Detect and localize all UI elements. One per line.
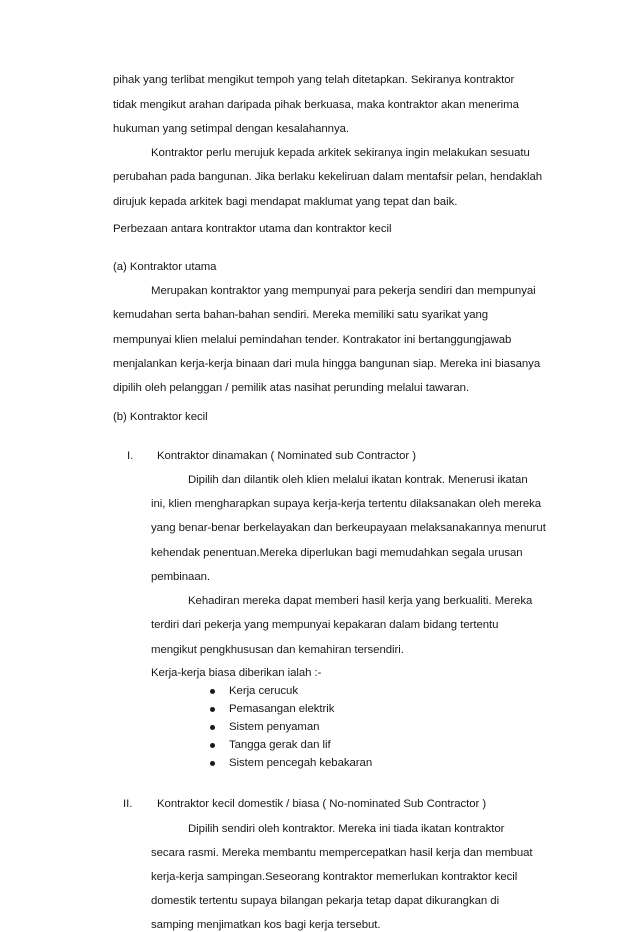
arkitek-line-1: Kontraktor perlu merujuk kepada arkitek sekiranya ingin melakukan sesuatu bbox=[151, 147, 530, 159]
intro-line-2: tidak mengikut arahan daripada pihak berkuasa, maka kontraktor akan menerima bbox=[113, 99, 519, 111]
bullet-icon bbox=[210, 743, 215, 748]
list-item: Sistem penyaman bbox=[229, 721, 320, 733]
utama-line-4: menjalankan kerja-kerja binaan dari mula hingga bangunan siap. Mereka ini biasanya bbox=[113, 358, 541, 370]
list-item: Tangga gerak dan lif bbox=[229, 739, 331, 751]
item1-para2-line-1: Kehadiran mereka dapat memberi hasil kerja yang berkualiti. Mereka bbox=[188, 595, 533, 607]
sub-a-heading: (a) Kontraktor utama bbox=[113, 261, 217, 273]
utama-line-1: Merupakan kontraktor yang mempunyai para pekerja sendiri dan mempunyai bbox=[151, 285, 536, 297]
item1-para1-line-3: yang benar-benar berkelayakan dan berkeupayaan melaksanakannya menurut bbox=[151, 522, 546, 534]
item2-para-line-1: Dipilih sendiri oleh kontraktor. Mereka ini tiada ikatan kontraktor bbox=[188, 823, 505, 835]
list-item: Pemasangan elektrik bbox=[229, 703, 335, 715]
intro-line-3: hukuman yang setimpal dengan kesalahannya. bbox=[113, 123, 350, 135]
bullet-icon bbox=[210, 707, 215, 712]
item1-para1-line-1: Dipilih dan dilantik oleh klien melalui ikatan kontrak. Menerusi ikatan bbox=[188, 474, 528, 486]
bullet-icon bbox=[210, 725, 215, 730]
item2-para-line-3: kerja-kerja sampingan.Seseorang kontraktor memerlukan kontraktor kecil bbox=[151, 871, 518, 883]
utama-line-2: kemudahan serta bahan-bahan sendiri. Mereka memiliki satu syarikat yang bbox=[113, 309, 489, 321]
arkitek-line-3: dirujuk kepada arkitek bagi mendapat maklumat yang tepat dan baik. bbox=[113, 196, 458, 208]
bullet-icon bbox=[210, 689, 215, 694]
item2-para-line-5: samping menjimatkan kos bagi kerja tersebut. bbox=[151, 919, 381, 931]
list-item: Sistem pencegah kebakaran bbox=[229, 757, 373, 769]
item2-para-line-2: secara rasmi. Mereka membantu mempercepatkan hasil kerja dan membuat bbox=[151, 847, 533, 859]
utama-line-5: dipilih oleh pelanggan / pemilik atas nasihat perunding melalui tawaran. bbox=[113, 382, 470, 394]
item1-para2-line-2: terdiri dari pekerja yang mempunyai kepakaran dalam bidang tertentu bbox=[151, 619, 499, 631]
item2-title: Kontraktor kecil domestik / biasa ( No-nominated Sub Contractor ) bbox=[157, 798, 487, 810]
intro-line-1: pihak yang terlibat mengikut tempoh yang telah ditetapkan. Sekiranya kontraktor bbox=[113, 74, 515, 86]
sub-b-heading: (b) Kontraktor kecil bbox=[113, 411, 208, 423]
item2-numeral: II. bbox=[123, 798, 133, 810]
item1-para1-line-2: ini, klien mengharapkan supaya kerja-kerja tertentu dilaksanakan oleh mereka bbox=[151, 498, 542, 510]
list-item: Kerja cerucuk bbox=[229, 685, 298, 697]
arkitek-line-2: perubahan pada bangunan. Jika berlaku kekeliruan dalam mentafsir pelan, hendaklah bbox=[113, 171, 543, 183]
item2-para-line-4: domestik tertentu supaya bilangan pekarja tetap dapat dikurangkan di bbox=[151, 895, 500, 907]
section-heading: Perbezaan antara kontraktor utama dan kontraktor kecil bbox=[113, 223, 392, 235]
item1-title: Kontraktor dinamakan ( Nominated sub Contractor ) bbox=[157, 450, 417, 462]
item1-list-intro: Kerja-kerja biasa diberikan ialah :- bbox=[151, 667, 322, 679]
utama-line-3: mempunyai klien melalui pemindahan tender. Kontrakator ini bertanggungjawab bbox=[113, 334, 512, 346]
item1-para2-line-3: mengikut pengkhususan dan kemahiran tersendiri. bbox=[151, 644, 404, 656]
bullet-icon bbox=[210, 761, 215, 766]
item1-numeral: I. bbox=[127, 450, 134, 462]
item1-para1-line-5: pembinaan. bbox=[151, 571, 211, 583]
item1-para1-line-4: kehendak penentuan.Mereka diperlukan bagi memudahkan segala urusan bbox=[151, 547, 523, 559]
